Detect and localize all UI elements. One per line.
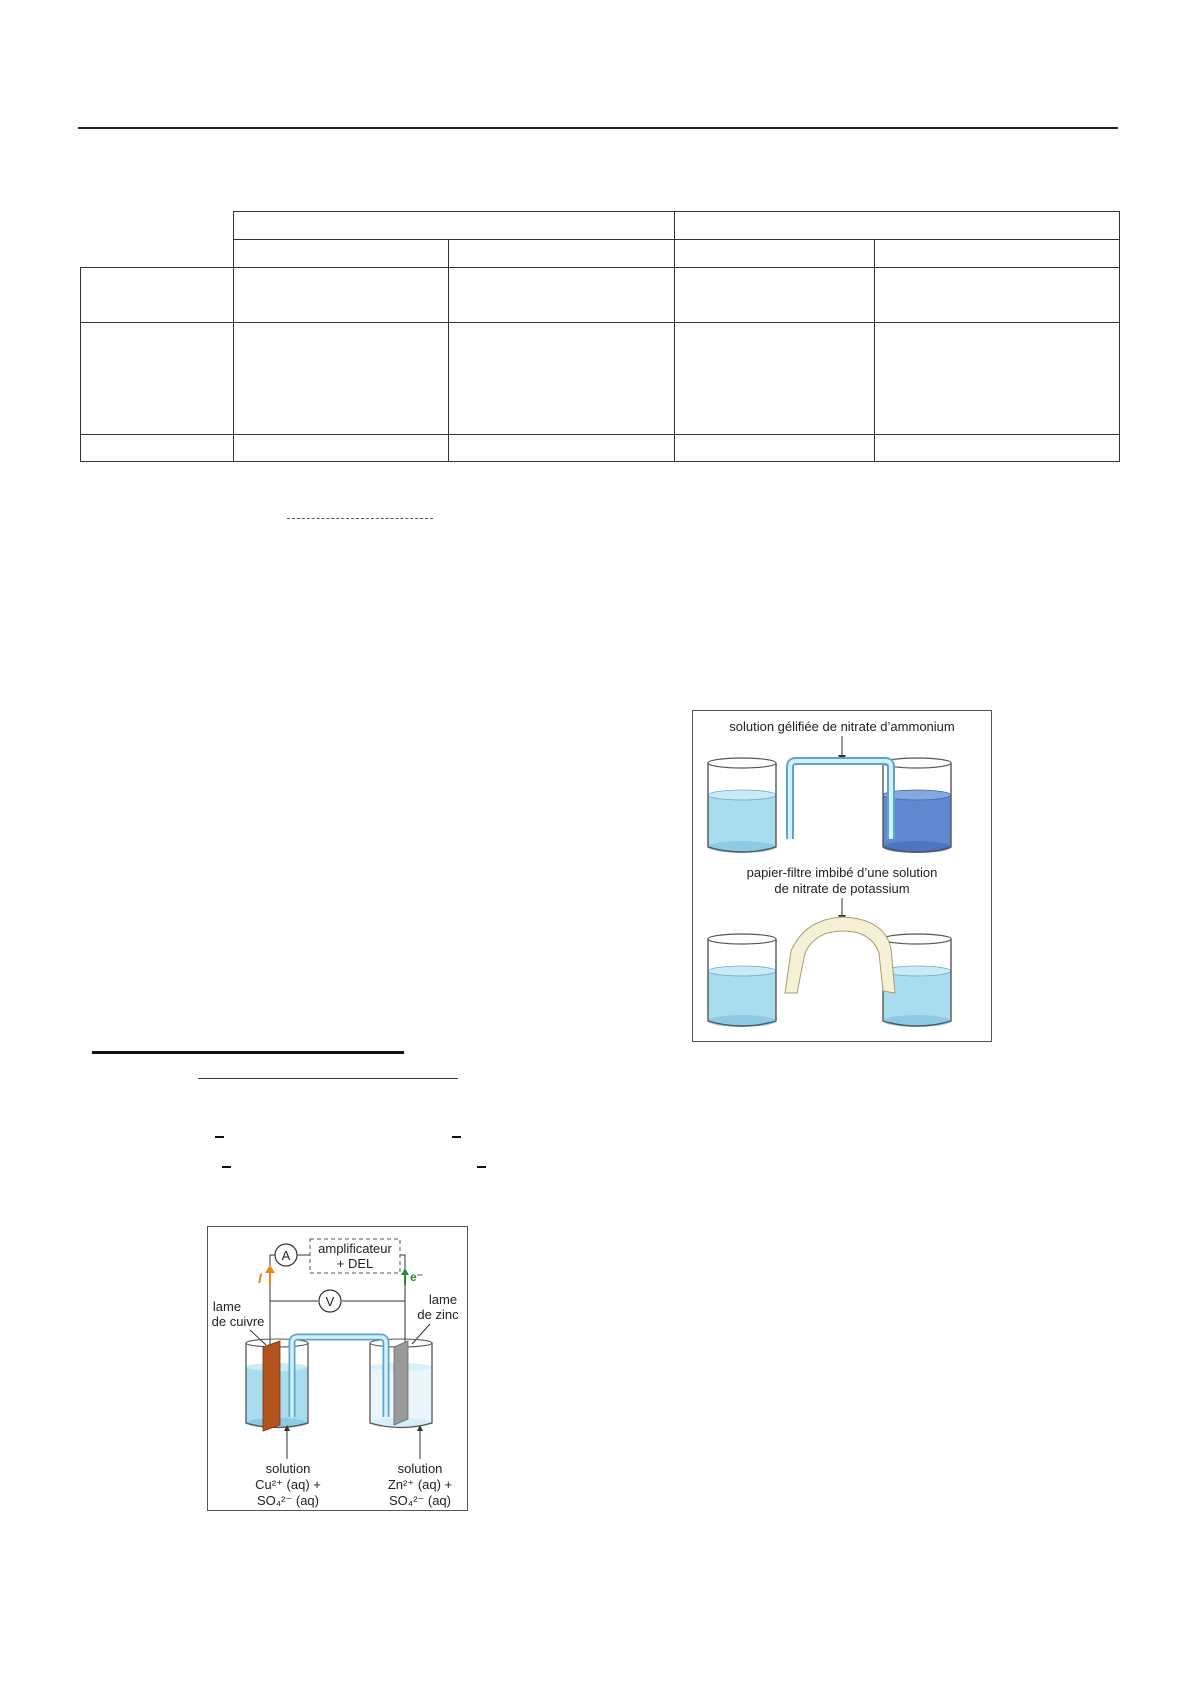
- ammeter-label: A: [281, 1248, 291, 1263]
- left-solution-label-line1: solution: [265, 1461, 311, 1476]
- table-cell: [448, 268, 674, 323]
- right-solution-label-line2: Zn²⁺ (aq) +: [387, 1477, 453, 1492]
- zinc-plate-label-line2: de zinc: [417, 1307, 459, 1322]
- table-header-group-1: [233, 212, 674, 240]
- left-solution-label-line2: Cu²⁺ (aq) +: [255, 1477, 321, 1492]
- filter-paper-strip: [785, 917, 895, 993]
- right-solution-label-line1: solution: [397, 1461, 443, 1476]
- empty-table: [80, 211, 1120, 462]
- table-subheader: [233, 240, 448, 268]
- table-cell: [448, 323, 674, 435]
- table-header-group-2: [674, 212, 1119, 240]
- copper-plate: [263, 1341, 280, 1431]
- beaker-bottom-left: [708, 934, 776, 1027]
- table-cell: [874, 323, 1119, 435]
- table-subheader: [674, 240, 874, 268]
- top-rule: [78, 127, 1118, 129]
- blank-mark: [222, 1166, 231, 1168]
- table-cell: [674, 323, 874, 435]
- copper-plate-label-line1: lame: [212, 1299, 242, 1314]
- table-cell: [81, 435, 234, 462]
- subsection-underline: [198, 1078, 458, 1079]
- electron-label: e⁻: [410, 1270, 424, 1284]
- salt-bridge-diagram: [693, 711, 991, 1041]
- beaker-top-left: [708, 758, 776, 853]
- voltmeter-label: V: [325, 1294, 335, 1309]
- zinc-plate-label-line1: lame: [428, 1292, 458, 1307]
- table-cell: [81, 323, 234, 435]
- section-title-underline: [92, 1051, 404, 1054]
- table-cell: [233, 323, 448, 435]
- copper-plate-label-line2: de cuivre: [211, 1314, 265, 1329]
- gel-bridge-label: solution gélifiée de nitrate d’ammonium: [729, 719, 955, 734]
- zinc-plate: [394, 1341, 408, 1425]
- right-solution-label-line3: SO₄²⁻ (aq): [388, 1493, 452, 1508]
- table-cell: [674, 268, 874, 323]
- table-subheader: [448, 240, 674, 268]
- table-cell: [233, 435, 448, 462]
- amplifier-label-line2: + DEL: [336, 1256, 374, 1271]
- blank-mark: [477, 1166, 486, 1168]
- table-corner: [81, 212, 234, 268]
- blank-mark: [215, 1136, 224, 1138]
- table-cell: [874, 435, 1119, 462]
- amplifier-label-line1: amplificateur: [318, 1241, 392, 1256]
- daniell-cell-figure: [207, 1226, 468, 1511]
- table-cell: [448, 435, 674, 462]
- blank-mark: [452, 1136, 461, 1138]
- gel-salt-bridge: [790, 761, 891, 839]
- table-cell: [674, 435, 874, 462]
- paper-bridge-label-line1: papier-filtre imbibé d’une solution: [746, 865, 938, 880]
- table-cell: [233, 268, 448, 323]
- daniell-cell-diagram: [208, 1227, 467, 1510]
- salt-bridge-figure: [692, 710, 992, 1042]
- dashed-blank-line: [287, 518, 433, 519]
- table-subheader: [874, 240, 1119, 268]
- left-solution-label-line3: SO₄²⁻ (aq): [256, 1493, 320, 1508]
- paper-bridge-label-line2: de nitrate de potassium: [774, 881, 910, 896]
- current-label: I: [258, 1270, 262, 1286]
- table-cell: [874, 268, 1119, 323]
- table-cell: [81, 268, 234, 323]
